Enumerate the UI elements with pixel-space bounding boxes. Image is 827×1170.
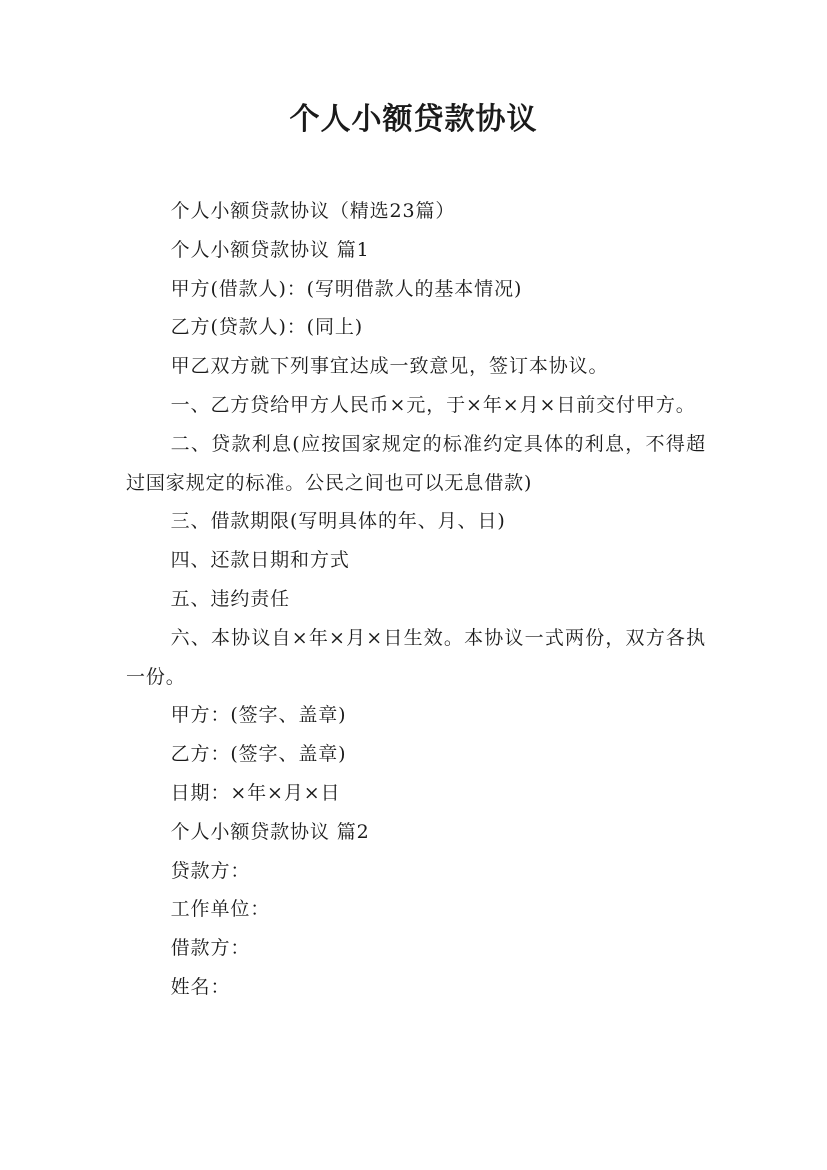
paragraph-agreement-intro: 甲乙双方就下列事宜达成一致意见，签订本协议。	[170, 355, 609, 378]
paragraph-clause-6: 六、本协议自×年×月×日生效。本协议一式两份，双方各执一份。	[126, 626, 706, 688]
document-body	[126, 192, 706, 1007]
paragraph-clause-4: 四、还款日期和方式	[170, 549, 350, 572]
paragraph-party-a: 甲方(借款人)：(写明借款人的基本情况)	[170, 277, 523, 300]
paragraph-clause-3: 三、借款期限(写明具体的年、月、日)	[170, 510, 506, 533]
paragraph-lender: 贷款方：	[170, 859, 251, 882]
paragraph-clause-1: 一、乙方贷给甲方人民币×元，于×年×月×日前交付甲方。	[170, 393, 696, 416]
paragraph-borrower: 借款方：	[170, 937, 251, 960]
paragraph-date: 日期：×年×月×日	[170, 781, 341, 804]
paragraph-signature-a: 甲方：(签字、盖章)	[170, 704, 347, 727]
document-title: 个人小额贷款协议	[289, 102, 538, 137]
paragraph-name: 姓名：	[170, 975, 231, 998]
paragraph-party-b: 乙方(贷款人)：(同上)	[170, 316, 364, 339]
paragraph-section-heading: 个人小额贷款协议 篇1	[170, 238, 370, 261]
paragraph-subtitle: 个人小额贷款协议（精选23篇）	[170, 200, 456, 222]
paragraph-signature-b: 乙方：(签字、盖章)	[170, 743, 347, 766]
paragraph-clause-2: 二、贷款利息(应按国家规定的标准约定具体的利息，不得超过国家规定的标准。公民之间也可以无息借款)	[126, 432, 706, 494]
paragraph-work-unit: 工作单位：	[170, 898, 271, 921]
paragraph-clause-5: 五、违约责任	[170, 587, 291, 610]
paragraph-section-heading-2: 个人小额贷款协议 篇2	[170, 820, 370, 843]
